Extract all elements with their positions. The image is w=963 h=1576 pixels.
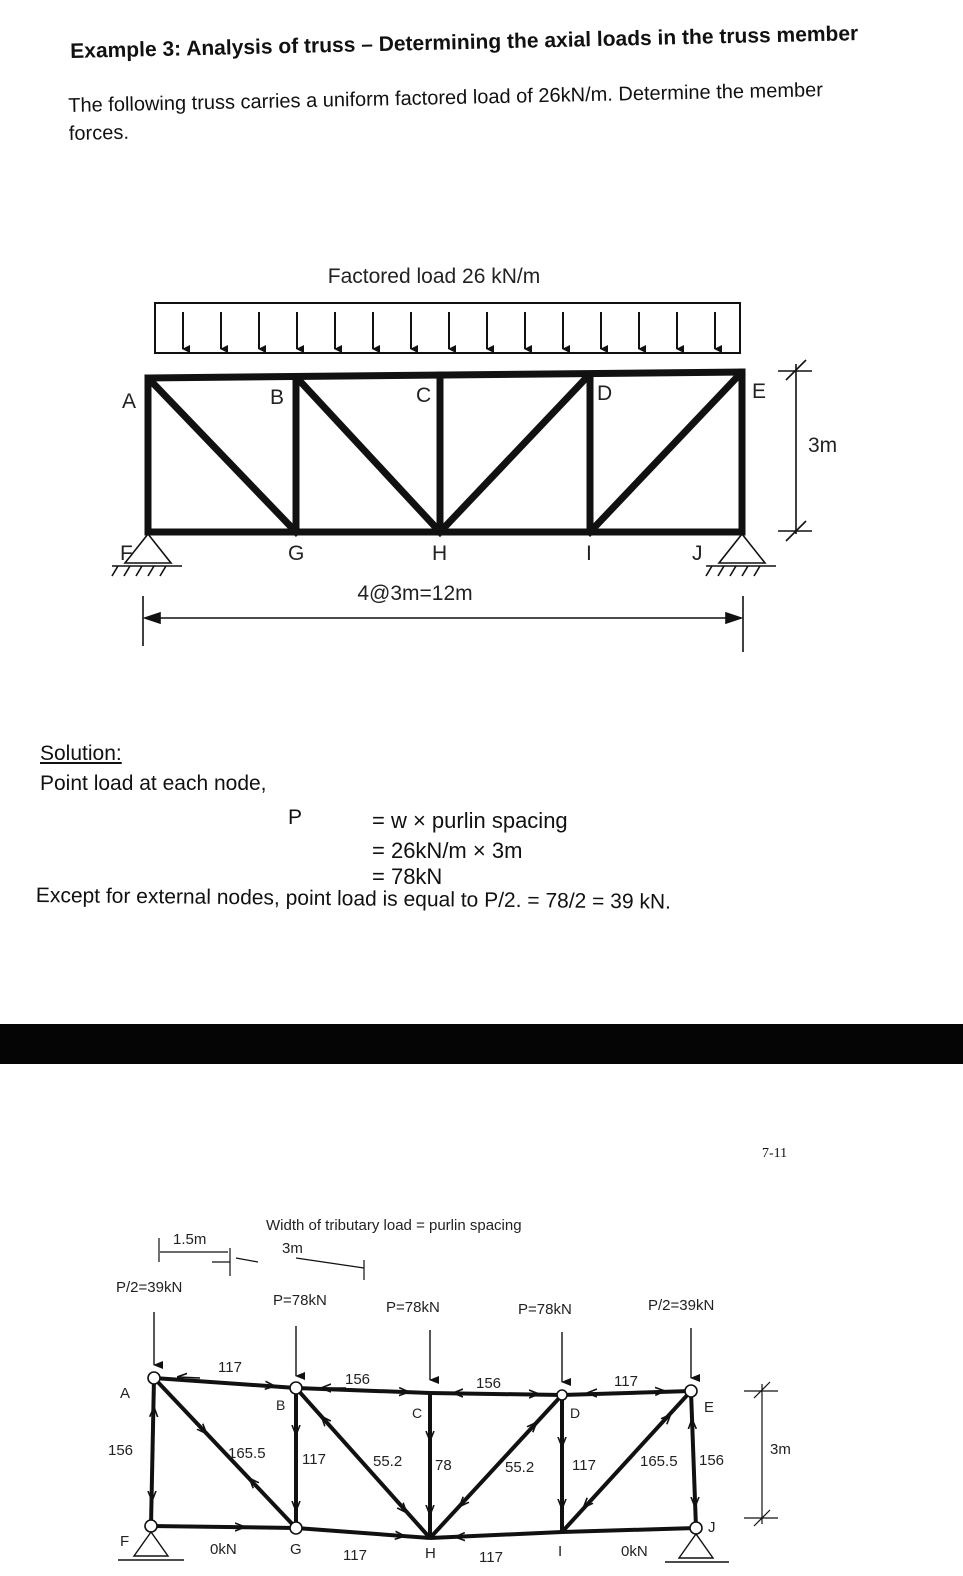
force-IJ: 0kN — [621, 1543, 648, 1560]
force-DI: 117 — [572, 1457, 596, 1474]
tributary-label: Width of tributary load = purlin spacing — [266, 1217, 522, 1234]
node-label-J: J — [692, 542, 703, 565]
page-number: 7-11 — [762, 1146, 788, 1161]
force-EJ: 156 — [699, 1452, 725, 1469]
member-IJ — [562, 1528, 696, 1532]
force-EI: 165.5 — [640, 1453, 678, 1470]
node-label-B: B — [270, 386, 285, 409]
load-label-D: P=78kN — [518, 1301, 572, 1318]
solution-line: Point load at each node, — [40, 772, 267, 795]
node2-label-J: J — [708, 1519, 716, 1536]
load-label-B: P=78kN — [273, 1292, 327, 1309]
node2-label-E: E — [704, 1399, 715, 1416]
problem-line-1: The following truss carries a uniform factored load of 26kN/m. Determine the member — [68, 79, 824, 117]
equation-line-3: = 78kN — [372, 864, 443, 889]
equation-line-2: = 26kN/m × 3m — [372, 838, 523, 863]
node-label-A: A — [122, 390, 137, 413]
load-label-C: P=78kN — [386, 1299, 440, 1316]
support-right-2 — [665, 1534, 729, 1562]
dim-3m: 3m — [282, 1240, 303, 1257]
dim-1-5m: 1.5m — [173, 1231, 207, 1248]
force-CD: 156 — [476, 1375, 502, 1392]
force-DH: 55.2 — [505, 1459, 535, 1476]
force-HI: 117 — [479, 1549, 503, 1566]
force-BC: 156 — [345, 1371, 371, 1388]
member-CD — [430, 1393, 562, 1395]
member-DE — [562, 1391, 691, 1395]
node2-label-A: A — [120, 1385, 131, 1402]
problem-line-2: forces. — [68, 121, 130, 145]
member-AG-2 — [154, 1378, 296, 1528]
node2-label-C: C — [412, 1405, 423, 1421]
force-CH: 78 — [435, 1457, 452, 1474]
node-label-D: D — [597, 382, 613, 405]
node2-label-D: D — [570, 1405, 581, 1421]
load-label: Factored load 26 kN/m — [327, 265, 541, 288]
force-AG: 165.5 — [228, 1445, 266, 1462]
point-load-symbol: P — [288, 806, 303, 829]
force-BG: 117 — [302, 1451, 326, 1468]
force-DE: 117 — [614, 1373, 638, 1390]
member-AB — [154, 1378, 296, 1388]
node-label-E: E — [752, 380, 767, 403]
load-label-E: P/2=39kN — [648, 1297, 715, 1314]
force-FG: 0kN — [210, 1541, 237, 1558]
equation-line-1: = w × purlin spacing — [372, 808, 568, 833]
member-force-values — [108, 1359, 724, 1566]
node2-label-F: F — [120, 1533, 130, 1550]
member-GH — [296, 1528, 430, 1538]
node-label-H: H — [432, 542, 448, 565]
force-AB: 117 — [218, 1359, 242, 1376]
span-label: 4@3m=12m — [357, 582, 473, 605]
force-GH: 117 — [343, 1547, 367, 1564]
member-BC — [296, 1388, 430, 1393]
height-label: 3m — [808, 434, 838, 457]
node2-label-B: B — [276, 1397, 286, 1413]
member-EJ-2 — [691, 1391, 696, 1528]
height-label-2: 3m — [770, 1441, 791, 1458]
node-label-I: I — [586, 542, 592, 565]
force-AF: 156 — [108, 1442, 134, 1459]
page-title: Example 3: Analysis of truss – Determining the axial loads in the truss member — [70, 22, 859, 63]
force-BH: 55.2 — [373, 1453, 403, 1470]
node2-label-I: I — [558, 1543, 563, 1560]
solution-heading: Solution: — [40, 742, 122, 765]
node-label-G: G — [288, 542, 305, 565]
node2-label-G: G — [290, 1541, 302, 1558]
load-label-A: P/2=39kN — [116, 1279, 183, 1296]
member-AF-2 — [151, 1378, 154, 1526]
exception-note: Except for external nodes, point load is equal to P/2. = 78/2 = 39 kN. — [35, 884, 672, 914]
node-label-C: C — [416, 384, 432, 407]
member-HI — [430, 1532, 562, 1538]
node2-label-H: H — [425, 1545, 436, 1562]
node-label-F: F — [120, 542, 133, 565]
